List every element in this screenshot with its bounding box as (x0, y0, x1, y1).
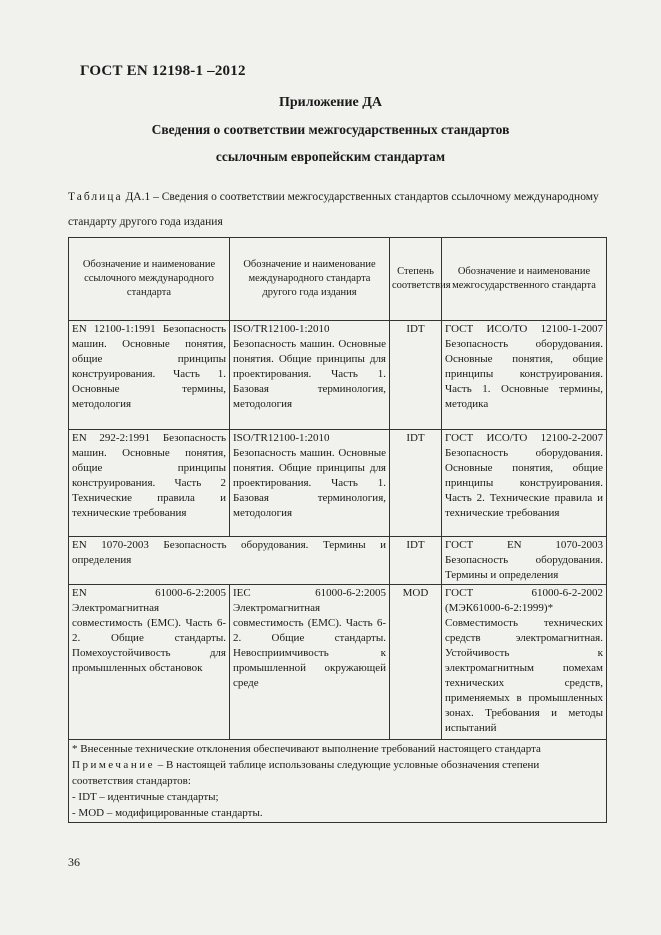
note-idt: - IDT – идентичные стандарты; (72, 791, 219, 803)
header-intl-standard: Обозначение и наименование международного стандарта другого года издания (230, 238, 390, 321)
table-notes (69, 740, 607, 823)
cell-ref: EN 292-2:1991 Безопасность машин. Основные понятия, общие принципы конструирования. Часть 2 Технические правила и технические требования (69, 430, 230, 537)
table-row (69, 585, 607, 740)
note (72, 757, 603, 789)
cell-ref: EN 61000-6-2:2005 Электромагнитная совместимость (ЕМС). Часть 6-2. Общие стандарты. Помехоустойчивость для промышленных обстановок (69, 585, 230, 740)
table-caption (68, 185, 608, 235)
cell-ref: EN 1070-2003 Безопасность оборудования. Термины и определения (69, 537, 390, 585)
caption-label: Таблица (68, 191, 123, 203)
appendix-subtitle-line2: ссылочным европейским стандартам (215, 149, 446, 164)
cell-intl: ISO/TR12100-1:2010 Безопасность машин. Основные понятия. Общие принципы для проектирования. Часть 1. Базовая терминология, методология (230, 430, 390, 537)
table-header-row (69, 238, 607, 321)
cell-intl: IEC 61000-6-2:2005 Электромагнитная совместимость (ЕМС). Часть 6-2. Общие стандарты. Невосприимчивость к промышленной окружающей среде (230, 585, 390, 740)
footnote: * Внесенные технические отклонения обеспечивают выполнение требований настоящего стандарта (72, 743, 541, 755)
appendix-subtitle-line1: Сведения о соответствии межгосударственных стандартов (151, 122, 510, 137)
cell-degree: MOD (390, 585, 442, 740)
table-row (69, 430, 607, 537)
cell-degree: IDT (390, 537, 442, 585)
note-text: – В настоящей таблице использованы следующие условные обозначения степени соответствия стандартов: (72, 759, 540, 787)
cell-gost: ГОСТ ИСО/ТО 12100-2-2007 Безопасность оборудования. Основные понятия, общие принципы конструирования. Часть 2. Технические правила и технические требования (442, 430, 607, 537)
document-header: ГОСТ EN 12198-1 –2012 (80, 63, 246, 79)
cell-degree: IDT (390, 321, 442, 430)
cell-gost: ГОСТ EN 1070-2003 Безопасность оборудования. Термины и определения (442, 537, 607, 585)
table-row (69, 321, 607, 430)
cell-gost: ГОСТ ИСО/ТО 12100-1-2007 Безопасность оборудования. Основные понятия, общие принципы конструирования. Часть 1. Основные термины, методика (442, 321, 607, 430)
header-gost-standard: Обозначение и наименование межгосударственного стандарта (442, 238, 607, 321)
page-number: 36 (68, 855, 80, 869)
caption-text: ДА.1 – Сведения о соответствии межгосударственных стандартов ссылочному международному стандарту другого года издания (68, 191, 599, 228)
table-notes-row (69, 740, 607, 823)
note-mod: - MOD – модифицированные стандарты. (72, 807, 263, 819)
correspondence-table (68, 237, 607, 823)
cell-gost: ГОСТ 61000-6-2-2002 (МЭК61000-6-2:1999)* Совместимость технических средств электромагнитная. Устойчивость к электромагнитным помехам технических средств, применяемых в промышленных зонах. Требования и методы испытаний (442, 585, 607, 740)
header-ref-standard: Обозначение и наименование ссылочного международного стандарта (69, 238, 230, 321)
cell-intl: ISO/TR12100-1:2010 Безопасность машин. Основные понятия. Общие принципы для проектирования. Часть 1. Базовая терминология, методология (230, 321, 390, 430)
note-label: Примечание (72, 759, 155, 771)
cell-ref: EN 12100-1:1991 Безопасность машин. Основные понятия, общие принципы конструирования. Часть 1. Основные термины, методология (69, 321, 230, 430)
table-row (69, 537, 607, 585)
header-degree: Степень соответствия (390, 238, 442, 321)
cell-degree: IDT (390, 430, 442, 537)
appendix-title: Приложение ДА (278, 95, 383, 110)
